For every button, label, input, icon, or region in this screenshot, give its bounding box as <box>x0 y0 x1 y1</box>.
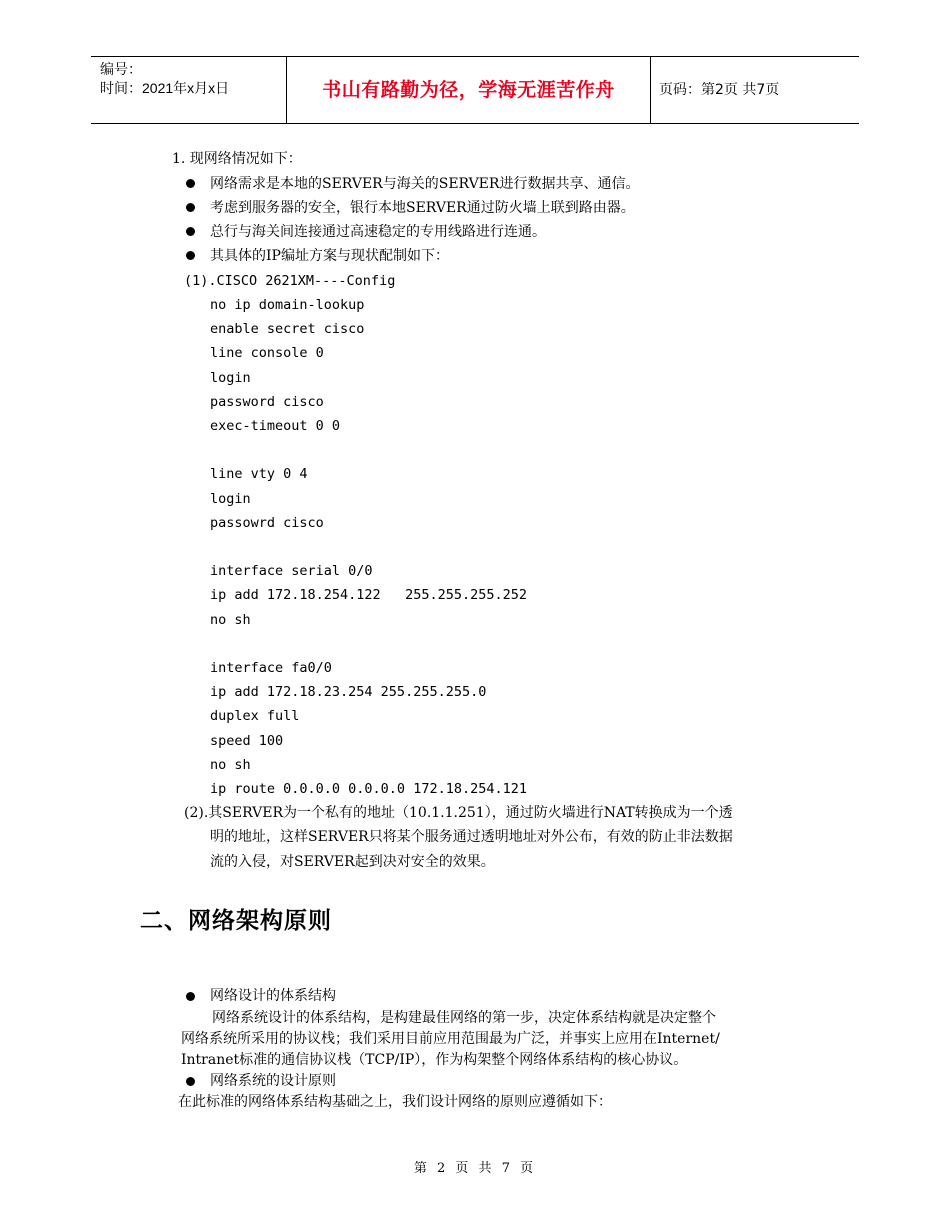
time-label: 时间：2021年x月x日 <box>100 80 230 96</box>
section2-title: 二、网络架构原则 <box>140 908 332 934</box>
config-line: no sh <box>210 757 251 773</box>
bullet-dot <box>186 227 195 236</box>
config-title: (1).CISCO 2621XM----Config <box>184 273 396 289</box>
config-line: ip add 172.18.254.122 255.255.255.252 <box>210 587 527 603</box>
bullet-item: 网络设计的体系结构 <box>210 988 336 1004</box>
config-line: login <box>210 370 251 386</box>
config-line: no sh <box>210 612 251 628</box>
bullet-dot <box>186 1077 195 1086</box>
page-footer: 第 2 页 共 7 页 <box>413 1161 537 1176</box>
config-line: no ip domain-lookup <box>210 297 365 313</box>
bullet-dot <box>186 992 195 1001</box>
header-page-cell <box>650 57 859 123</box>
config-line: interface fa0/0 <box>210 660 332 676</box>
config-line: password cisco <box>210 394 324 410</box>
note-line: 明的地址，这样SERVER只将某个服务通过透明地址对外公布，有效的防止非法数据 <box>210 829 733 845</box>
config-line: line vty 0 4 <box>210 466 308 482</box>
bullet-item: 总行与海关间连接通过高速稳定的专用线路进行连通。 <box>210 224 546 240</box>
page-info: 页码：第2页 共7页 <box>659 82 780 98</box>
header-meta-cell <box>91 57 286 123</box>
config-line: line console 0 <box>210 345 324 361</box>
closing-line: 在此标准的网络体系结构基础之上，我们设计网络的原则应遵循如下： <box>178 1094 612 1110</box>
config-line: login <box>210 491 251 507</box>
note-line: (2).其SERVER为一个私有的地址（10.1.1.251），通过防火墙进行NAT转换成为一个透 <box>184 805 733 821</box>
config-line: ip add 172.18.23.254 255.255.255.0 <box>210 684 487 700</box>
config-line: ip route 0.0.0.0 0.0.0.0 172.18.254.121 <box>210 781 527 797</box>
para-line: 网络系统设计的体系结构，是构建最佳网络的第一步，决定体系结构就是决定整个 <box>212 1010 716 1026</box>
motto: 书山有路勤为径，学海无涯苦作舟 <box>322 79 615 101</box>
page-header <box>91 56 859 124</box>
bullet-item: 考虑到服务器的安全，银行本地SERVER通过防火墙上联到路由器。 <box>210 200 635 216</box>
bullet-dot <box>186 203 195 212</box>
header-motto-cell <box>286 57 651 123</box>
bullet-dot <box>186 179 195 188</box>
bullet-item: 网络系统的设计原则 <box>210 1073 336 1089</box>
config-line: speed 100 <box>210 733 284 749</box>
bullet-item: 其具体的IP编址方案与现状配制如下： <box>210 248 449 264</box>
config-line: duplex full <box>210 708 300 724</box>
config-line: exec-timeout 0 0 <box>210 418 341 434</box>
section1-heading: 1. 现网络情况如下： <box>172 151 302 167</box>
config-line: interface serial 0/0 <box>210 563 373 579</box>
serial-label: 编号： <box>100 61 142 77</box>
para-line: 网络系统所采用的协议栈；我们采用目前应用范围最为广泛，并事实上应用在Internet/ <box>181 1031 720 1047</box>
note-line: 流的入侵，对SERVER起到决对安全的效果。 <box>210 854 495 870</box>
bullet-dot <box>186 251 195 260</box>
para-line: Intranet标准的通信协议栈（TCP/IP），作为构架整个网络体系结构的核心协议。 <box>181 1052 688 1068</box>
config-line: passowrd cisco <box>210 515 324 531</box>
config-line: enable secret cisco <box>210 321 365 337</box>
bullet-item: 网络需求是本地的SERVER与海关的SERVER进行数据共享、通信。 <box>210 176 640 192</box>
